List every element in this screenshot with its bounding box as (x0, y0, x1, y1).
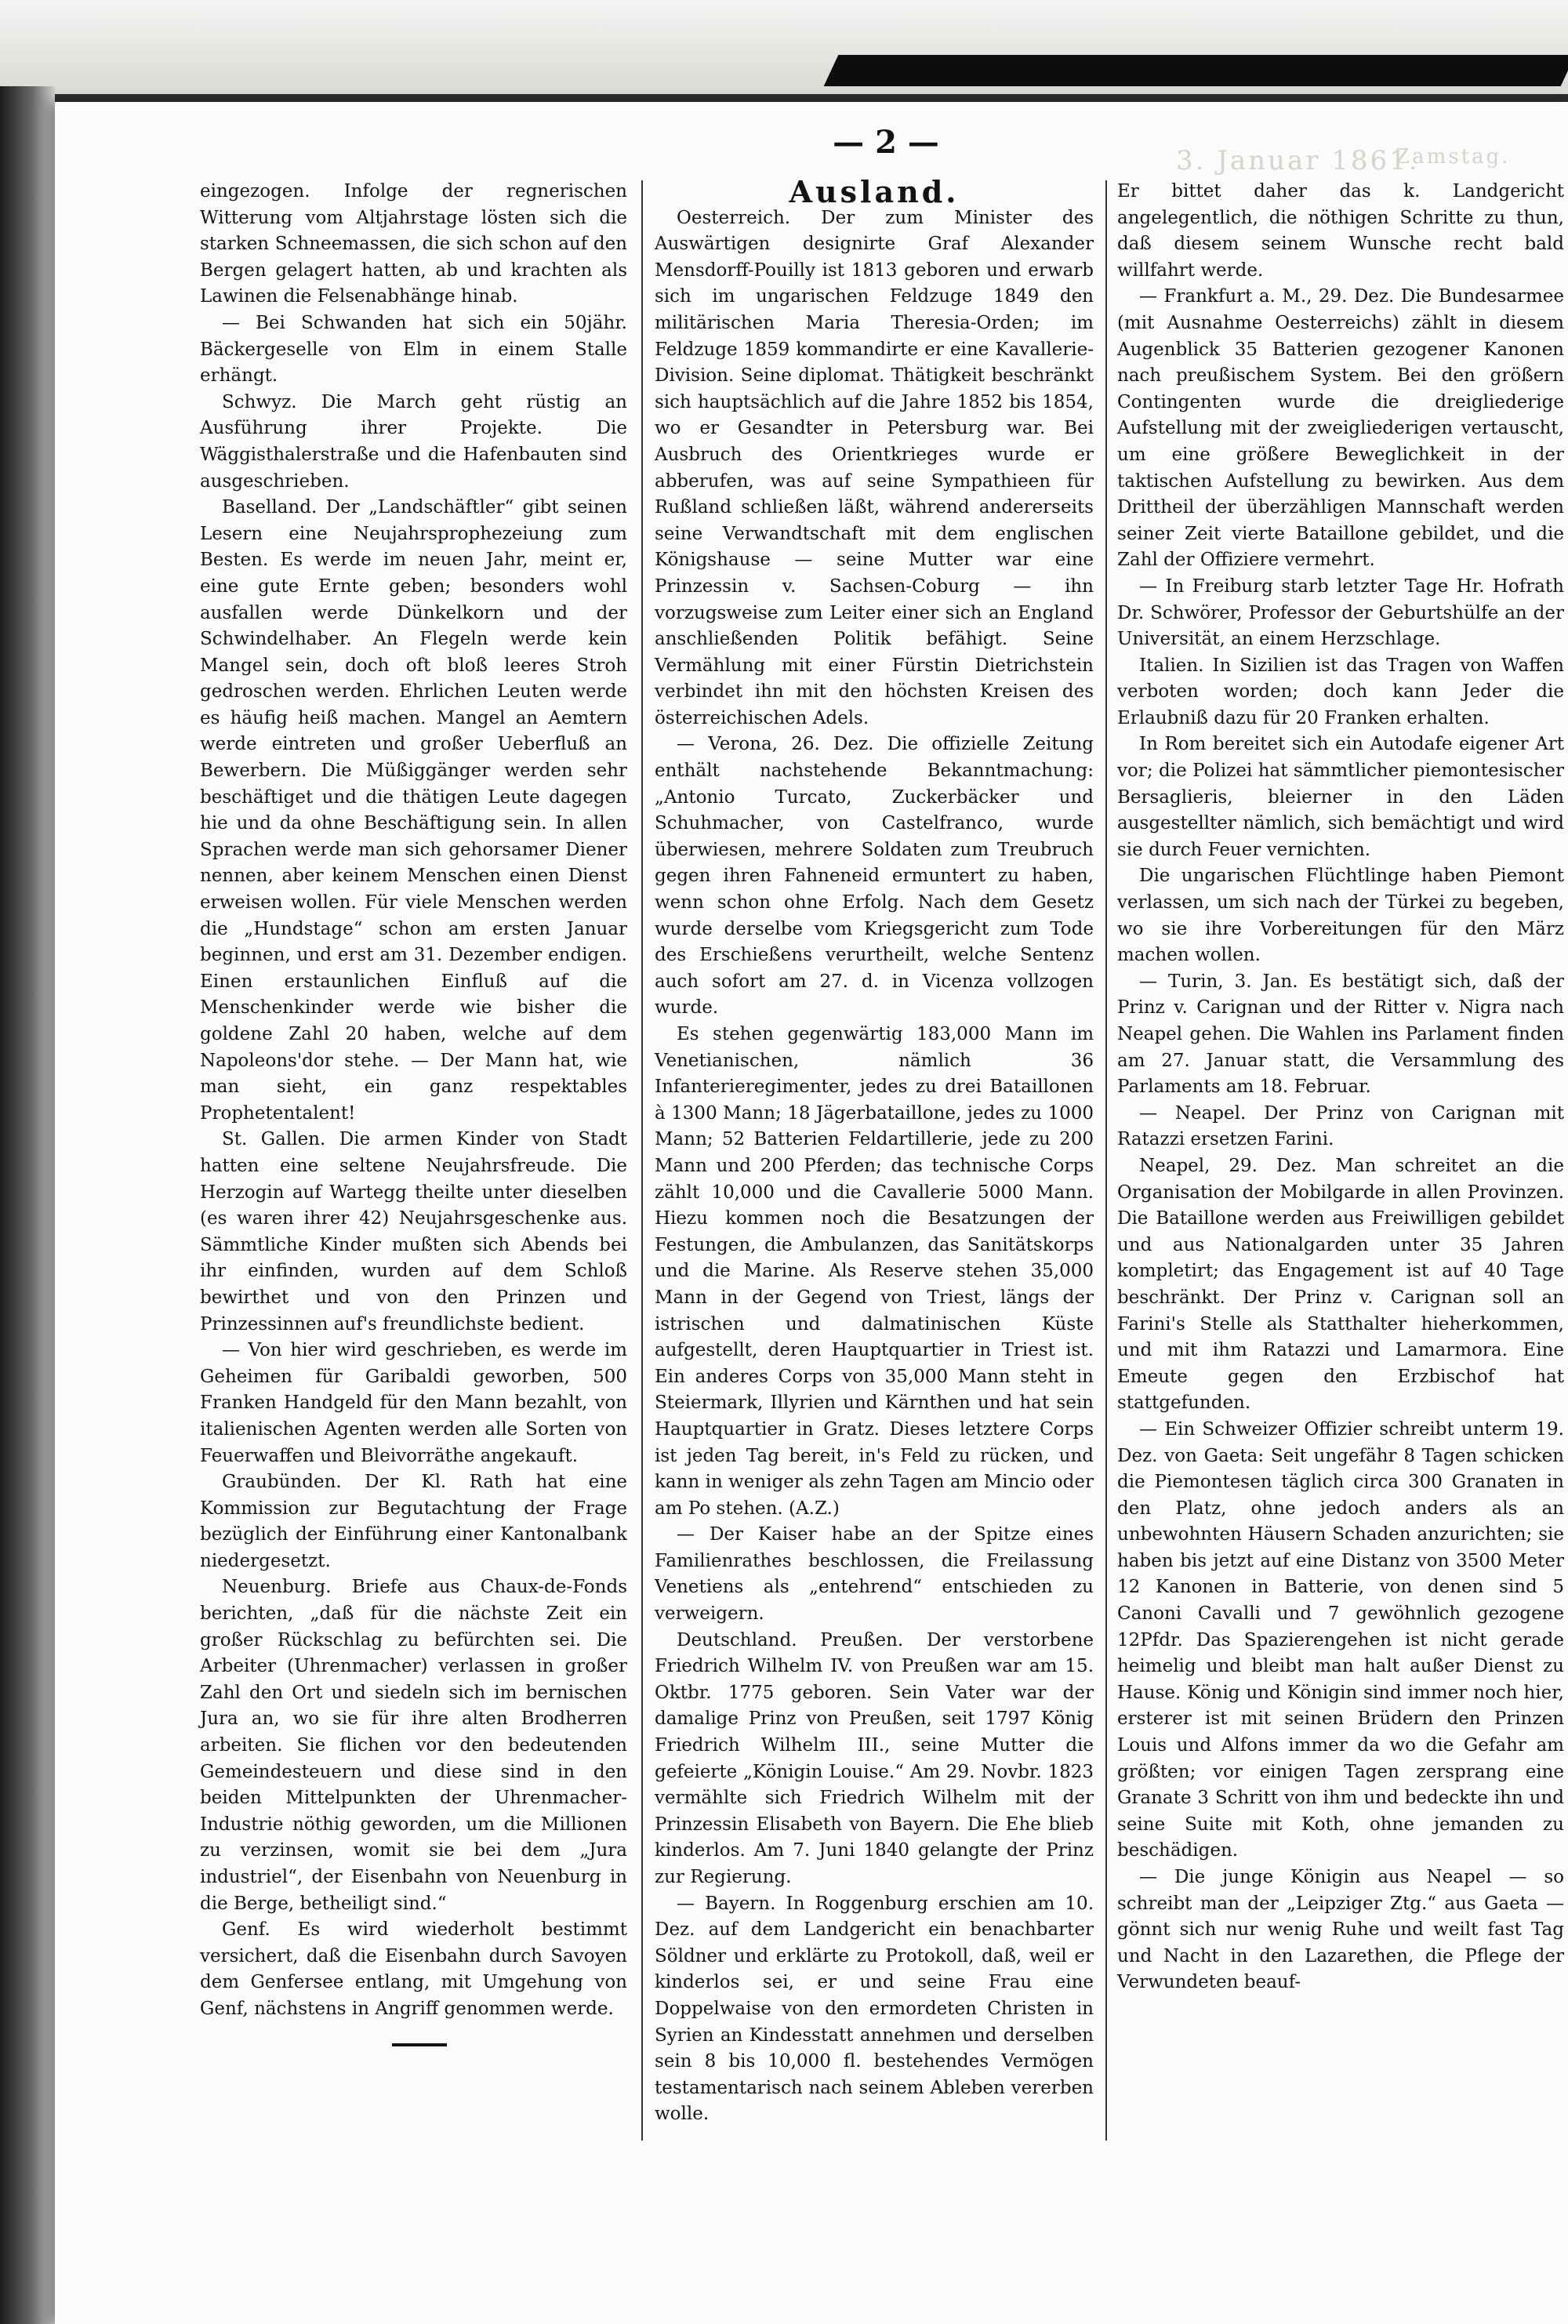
paragraph: Er bittet daher das k. Landgericht angelegentlich, die nöthigen Schritte zu thun, daß diesem seinem Wunsche recht bald willfahrt werde. (1117, 181, 1564, 281)
paragraph: — Der Kaiser habe an der Spitze eines Familienrathes beschlossen, die Freilassung Venetiens als „entehrend“ entschieden zu verweigern. (655, 1524, 1094, 1625)
scan-shadow (824, 55, 1568, 86)
paragraph: — In Freiburg starb letzter Tage Hr. Hofrath Dr. Schwörer, Professor der Geburtshülfe an der Universität, an einem Herzschlage. (1117, 576, 1564, 650)
paragraph: — Turin, 3. Jan. Es bestätigt sich, daß der Prinz v. Carignan und der Ritter v. Nigra nach Neapel gehen. Die Wahlen ins Parlament finden am 27. Januar statt, die Versammlung des Parlaments am 18. Februar. (1117, 971, 1564, 1098)
page-number: — 2 — (833, 124, 939, 161)
section-title: Ausland. (789, 174, 960, 209)
paragraph: — Die junge Königin aus Neapel — so schreibt man der „Leipziger Ztg.“ aus Gaeta — gönnt sich nur wenig Ruhe und weilt fast Tag und Nacht in den Lazarethen, die Pflege der Verwundeten beauf- (1117, 1867, 1564, 1993)
paragraph: — Frankfurt a. M., 29. Dez. Die Bundesarmee (mit Ausnahme Oesterreichs) zählt in diesem Augenblick 35 Batterien gezogener Kanonen nach preußischem System. Bei den größern Contingenten wurde die dreigliederige Aufstellung mit der zweigliederigen vertauscht, um eine größere Beweglichkeit in der taktischen Aufstellung zu bewirken. Aus dem Drittheil der überzähligen Mannschaft werden seiner Zeit vierte Bataillone gebildet, und die Zahl der Offiziere vermehrt. (1117, 286, 1564, 571)
column-rule (1105, 180, 1107, 2141)
paragraph: Baselland. Der „Landschäftler“ gibt seinen Lesern eine Neujahrsprophezeiung zum Besten. Es werde im neuen Jahr, meint er, eine gute Ernte geben; besonders wohl ausfallen werde Dünkelkorn und der Schwindelhaber. An Flegeln werde kein Mangel sein, doch oft bloß leeres Stroh gedroschen werden. Ehrlichen Leuten werde es häufig heiß machen. Mangel an Aemtern werde eintreten und großer Ueberfluß an Bewerbern. Die Müßiggänger werden sehr beschäftiget und die thätigen Leute dagegen hie und da ohne Beschäftigung sein. In allen Sprachen werde man sich gehorsamer Diener nennen, aber keinem Menschen einen Dienst erweisen wollen. Für viele Menschen werden die „Hundstage“ schon am ersten Januar beginnen, und erst am 31. Dezember endigen. Einen erstaunlichen Einfluß auf die Menschenkinder werde wie bisher die goldene Zahl 20 haben, welche auf dem Napoleons'dor stehe. — Der Mann hat, wie man sieht, ein ganz respektables Prophetentalent! (200, 497, 627, 1124)
paragraph: — Bei Schwanden hat sich ein 50jähr. Bäckergeselle von Elm in einem Stalle erhängt. (200, 312, 627, 387)
paragraph: — Verona, 26. Dez. Die offizielle Zeitung enthält nachstehende Bekanntmachung: „Antonio Turcato, Zuckerbäcker und Schuhmacher, von Castelfranco, wurde überwiesen, mehrere Soldaten zum Treubruch gegen ihren Fahneneid ermuntert zu haben, wenn schon ohne Erfolg. Nach dem Gesetz wurde derselbe vom Kriegsgericht zum Tode des Erschießens verurtheilt, welche Sentenz auch sofort am 27. d. in Vicenza vollzogen wurde. (655, 734, 1094, 1019)
column-2 (655, 174, 1094, 2128)
paragraph: — Von hier wird geschrieben, es werde im Geheimen für Garibaldi geworben, 500 Franken Handgeld für den Mann bezahlt, von italienischen Agenten werden alle Sorten von Feuerwaffen und Bleivorräthe angekauft. (200, 1340, 627, 1466)
paragraph: Es stehen gegenwärtig 183,000 Mann im Venetianischen, nämlich 36 Infanterieregimenter, jedes zu drei Bataillonen à 1300 Mann; 18 Jägerbataillone, jedes zu 1000 Mann; 52 Batterien Feldartillerie, jede zu 200 Mann und 200 Pferden; das technische Corps zählt 10,000 und die Cavallerie 5000 Mann. Hiezu kommen noch die Besatzungen der Festungen, die Ambulanzen, das Sanitätskorps und die Marine. Als Reserve stehen 35,000 Mann in der Gegend von Triest, längs der istrischen und dalmatinischen Küste aufgestellt, deren Hauptquartier in Triest ist. Ein anderes Corps von 35,000 Mann steht in Steiermark, Illyrien und Kärnthen und hat sein Hauptquartier in Gratz. Dieses letztere Corps ist jeden Tag bereit, in's Feld zu rücken, und kann in weniger als zehn Tagen am Mincio oder am Po stehen. (A.Z.) (655, 1024, 1094, 1519)
bleed-through-header: 3. Januar 1861. (1176, 145, 1420, 176)
column-rule (641, 180, 643, 2141)
page-edge (0, 86, 55, 2324)
paragraph: Neapel, 29. Dez. Man schreitet an die Organisation der Mobilgarde in allen Provinzen. Die Bataillone werden aus Freiwilligen gebildet und aus Nationalgarden unter 35 Jahren kompletirt; das Engagement ist auf 40 Tage beschränkt. Der Prinz v. Carignan soll an Farini's Stelle als Statthalter hieherkommen, und mit ihm Ratazzi und Lamarmora. Eine Emeute gegen den Erzbischof hat stattgefunden. (1117, 1155, 1564, 1414)
column-3 (1117, 179, 1564, 1996)
paragraph: Graubünden. Der Kl. Rath hat eine Kommission zur Begutachtung der Frage bezüglich der Einführung einer Kantonalbank niedergesetzt. (200, 1472, 627, 1571)
paragraph: Deutschland. Preußen. Der verstorbene Friedrich Wilhelm IV. von Preußen war am 15. Oktbr. 1775 geboren. Sein Vater war der damalige Prinz von Preußen, seit 1797 König Friedrich Wilhelm III., seine Mutter die gefeierte „Königin Louise.“ Am 29. Novbr. 1823 vermählte sich Friedrich Wilhelm mit der Prinzessin Elisabeth von Bayern. Die Ehe blieb kinderlos. Am 7. Juni 1840 gelangte der Prinz zur Regierung. (655, 1629, 1094, 1887)
paragraph: — Ein Schweizer Offizier schreibt unterm 19. Dez. von Gaeta: Seit ungefähr 8 Tagen schicken die Piemontesen täglich circa 300 Granaten in den Platz, ohne jedoch anders als an unbewohnten Häusern Schaden anzurichten; sie haben bis jetzt auf eine Distanz von 3500 Meter 12 Kanonen in Batterie, von denen sind 5 Canoni Cavalli und 7 gewöhnlich gezogene 12Pfdr. Das Spazierengehen ist nicht gerade heimelig und bleibt man halt außer Dienst zu Hause. König und Königin sind immer noch hier, ersterer ist mit seinen Brüdern den Prinzen Louis und Alfons immer da wo die Gefahr am größten; vor einigen Tagen zersprang eine Granate 3 Schritt von ihm und bedeckte ihn und seine Suite mit Koth, ohne jemanden zu beschädigen. (1117, 1418, 1564, 1861)
paragraph: Neuenburg. Briefe aus Chaux-de-Fonds berichten, „daß für die nächste Zeit ein großer Rückschlag zu befürchten sei. Die Arbeiter (Uhrenmacher) verlassen in großer Zahl den Ort und siedeln sich im bernischen Jura an, wo sie für ihre alten Brodherren arbeiten. Sie flichen vor den bedeutenden Gemeindesteuern und diese sind in den beiden Mittelpunkten der Uhrenmacher-Industrie nöthig geworden, um die Millionen zu verzinsen, womit sie bei dem „Jura industriel“, der Eisenbahn von Neuenburg in die Berge, betheiligt sind.“ (200, 1577, 627, 1914)
end-rule (392, 2043, 447, 2046)
paragraph: In Rom bereitet sich ein Autodafe eigener Art vor; die Polizei hat sämmtlicher piemontesischer Bersaglieris, bleierner in den Läden ausgestellter nämlich, sich bemächtigt und wird sie durch Feuer vernichten. (1117, 734, 1564, 860)
bleed-through-right: Zamstag. (1396, 145, 1511, 169)
paragraph: Schwyz. Die March geht rüstig an Ausführung ihrer Projekte. Die Wäggisthalerstraße und die Hafenbauten sind ausgeschrieben. (200, 391, 627, 492)
paragraph: Die ungarischen Flüchtlinge haben Piemont verlassen, um sich nach der Türkei zu begeben, wo sie ihre Vorbereitungen für den März machen wollen. (1117, 866, 1564, 966)
paragraph: Oesterreich. Der zum Minister des Auswärtigen designirte Graf Alexander Mensdorff-Pouilly ist 1813 geboren und erwarb sich im ungarischen Feldzuge 1849 den militärischen Maria Theresia-Orden; im Feldzuge 1859 kommandirte er eine Kavallerie-Division. Seine diplomat. Thätigkeit beschränkt sich hauptsächlich auf die Jahre 1852 bis 1854, wo er Gesandter in Petersburg war. Bei Ausbruch des Orientkrieges wurde er abberufen, was auf seine Sympathieen für Rußland schließen läßt, während andererseits seine Verwandtschaft mit dem englischen Königshause — seine Mutter war eine Prinzessin v. Sachsen-Coburg — ihn vorzugsweise zum Leiter einer sich an England anschließenden Politik befähigt. Seine Vermählung mit einer Fürstin Dietrichstein verbindet ihn mit den höchsten Kreisen des österreichischen Adels. (655, 207, 1094, 728)
column-1 (200, 179, 627, 2046)
paragraph: — Bayern. In Roggenburg erschien am 10. Dez. auf dem Landgericht ein benachbarter Söldner und erklärte zu Protokoll, daß, weil er kinderlos sei, er und seine Frau eine Doppelwaise von den ermordeten Christen in Syrien an Kindesstatt annehmen und derselben sein 8 bis 10,000 fl. bestehendes Vermögen testamentarisch nach seinem Ableben vererben wolle. (655, 1893, 1094, 2125)
paragraph: St. Gallen. Die armen Kinder von Stadt hatten eine seltene Neujahrsfreude. Die Herzogin auf Wartegg theilte unter dieselben (es waren ihrer 42) Neujahrsgeschenke aus. Sämmtliche Kinder mußten sich Abends bei ihr einfinden, wurden auf dem Schloß bewirthet und von den Prinzen und Prinzessinnen auf's freundlichste bedient. (200, 1129, 627, 1334)
paragraph: — Neapel. Der Prinz von Carignan mit Ratazzi ersetzen Farini. (1117, 1102, 1564, 1150)
paragraph: eingezogen. Infolge der regnerischen Witterung vom Altjahrstage lösten sich die starken Schneemassen, die sich schon auf den Bergen gelagert hatten, ab und krachten als Lawinen die Felsenabhänge hinab. (200, 181, 627, 307)
paragraph: Genf. Es wird wiederholt bestimmt versichert, daß die Eisenbahn durch Savoyen dem Genfersee entlang, mit Umgehung von Genf, nächstens in Angriff genommen werde. (200, 1919, 627, 2019)
paragraph: Italien. In Sizilien ist das Tragen von Waffen verboten worden; doch kann Jeder die Erlaubniß dazu für 20 Franken erhalten. (1117, 655, 1564, 728)
